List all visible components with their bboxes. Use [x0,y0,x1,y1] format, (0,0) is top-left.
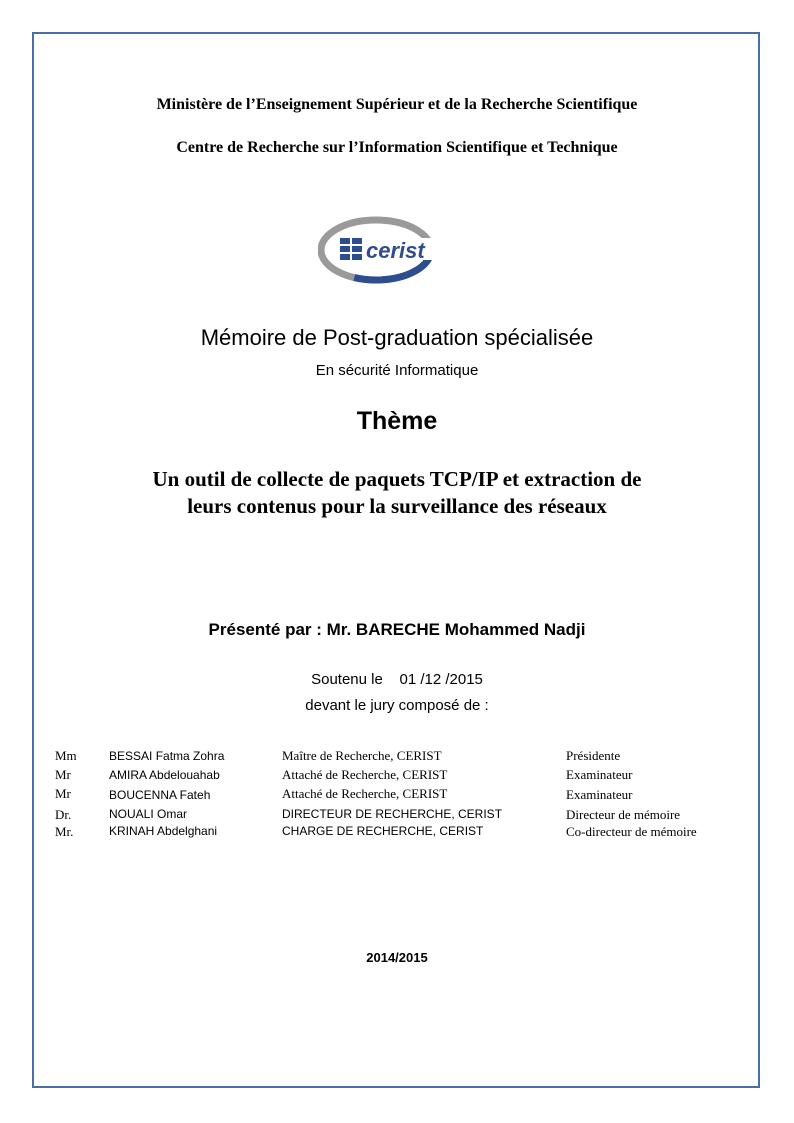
jury-name: AMIRA Abdelouahab [109,768,220,782]
specialite: En sécurité Informatique [315,362,479,379]
jury-title: Mr [55,786,71,801]
presente-par: Présenté par : Mr. BARECHE Mohammed Nadji [208,620,586,639]
theme-title-line-2: leurs contenus pour la surveillance des réseaux [187,494,607,518]
ministry-heading: Ministère de l’Enseignement Supérieur et de la Recherche Scientifique [156,96,638,113]
soutenu-date: Soutenu le 01 /12 /2015 [311,671,483,688]
cerist-logo [318,216,468,284]
jury-position: DIRECTEUR DE RECHERCHE, CERIST [282,807,503,821]
jury-role: Présidente [566,748,621,763]
academic-year: 2014/2015 [366,950,428,965]
devant-jury: devant le jury composé de : [305,697,489,714]
jury-title: Mm [55,748,77,763]
jury-role: Examinateur [566,787,633,802]
jury-title: Dr. [55,807,72,822]
jury-role: Examinateur [566,767,633,782]
jury-name: BESSAI Fatma Zohra [109,749,225,763]
theme-label: Thème [356,407,438,435]
jury-name: NOUALI Omar [109,807,188,821]
jury-role: Directeur de mémoire [566,807,681,822]
jury-title: Mr [55,767,71,782]
page-border [32,32,760,1088]
theme-title [0,466,794,520]
jury-role: Co-directeur de mémoire [566,824,697,839]
jury-position: CHARGE DE RECHERCHE, CERIST [282,824,484,838]
jury-position: Attaché de Recherche, CERIST [282,767,448,782]
jury-name: BOUCENNA Fateh [109,788,211,802]
theme-title-line-1: Un outil de collecte de paquets TCP/IP et extraction de [152,467,642,491]
centre-heading: Centre de Recherche sur l’Information Scientifique et Technique [176,139,618,156]
cerist-logo-text: cerist [366,238,425,263]
jury-title: Mr. [55,824,74,839]
jury-position: Attaché de Recherche, CERIST [282,786,448,801]
memoire-title: Mémoire de Post-graduation spécialisée [200,325,594,350]
jury-name: KRINAH Abdelghani [109,824,218,838]
jury-position: Maître de Recherche, CERIST [282,748,442,763]
